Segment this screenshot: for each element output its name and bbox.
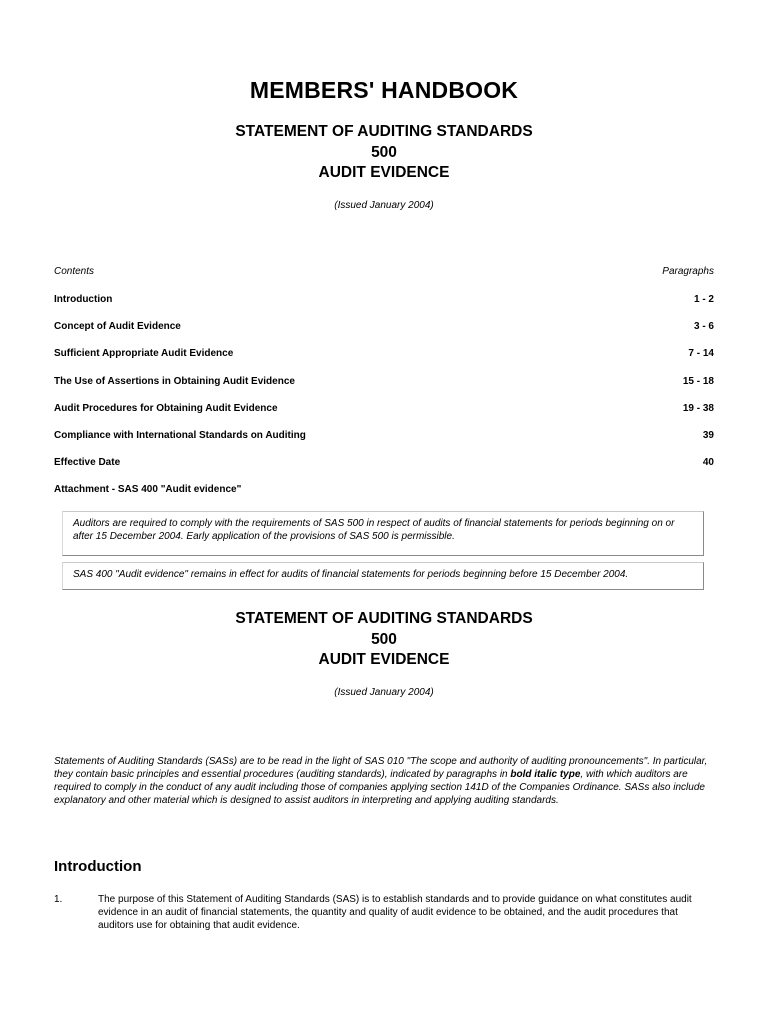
statement-title: STATEMENT OF AUDITING STANDARDS	[235, 610, 533, 627]
preamble-paragraph	[54, 755, 714, 807]
toc-entry-title: Audit Procedures for Obtaining Audit Evidence	[54, 403, 278, 414]
preamble-text-end: , with which auditors are required to comply in the conduct of any audit including those of companies applying section 141D of the Companies Ordinance. SASs also include explanatory and other material which is designed to assist auditors in interpreting and applying auditing standards.	[54, 769, 705, 806]
toc-entry-title: Introduction	[54, 294, 113, 305]
toc-entry-title: Compliance with International Standards on Auditing	[54, 430, 306, 441]
toc-entry-title: Concept of Audit Evidence	[54, 321, 181, 332]
toc-entry-sufficient[interactable]	[54, 348, 714, 362]
toc-entry-paragraphs: 1 - 2	[693, 294, 714, 305]
toc-entry-paragraphs: 7 - 14	[688, 348, 714, 359]
toc-entry-paragraphs: 39	[702, 430, 714, 441]
toc-entry-concept[interactable]	[54, 321, 714, 335]
statement-number: 500	[371, 630, 397, 648]
paragraph-text: The purpose of this Statement of Auditing Standards (SAS) is to establish standards and to provide guidance on what constitutes audit evidence in an audit of financial statements, the quantity and quality of audit evidence to be obtained, and the audit procedures that auditors use for obtaining that audit evidence.	[98, 894, 692, 931]
sas-400-note: SAS 400 "Audit evidence" remains in effect for audits of financial statements for periods beginning before 15 December 2004.	[62, 562, 704, 590]
toc-entry-effective-date[interactable]	[54, 457, 714, 471]
issued-date-bottom: (Issued January 2004)	[334, 687, 434, 698]
statement-title-block-bottom	[0, 609, 768, 671]
statement-subject: AUDIT EVIDENCE	[318, 164, 450, 181]
handbook-title: MEMBERS' HANDBOOK	[249, 77, 519, 103]
toc-entry-procedures[interactable]	[54, 403, 714, 417]
toc-entry-title: Sufficient Appropriate Audit Evidence	[54, 348, 234, 359]
paragraphs-label: Paragraphs	[662, 266, 714, 277]
paragraph-number: 1.	[54, 894, 63, 905]
toc-entry-paragraphs: 3 - 6	[693, 321, 714, 332]
toc-entry-paragraphs: 15 - 18	[682, 376, 714, 387]
toc-entry-title: Attachment - SAS 400 "Audit evidence"	[54, 484, 242, 495]
preamble-text-start: Statements of Auditing Standards (SASs) are to be read in the light of SAS 010 "The scope and authority of auditing pronouncements". In particular, they contain basic principles and essential procedures (auditing standards), indicated by paragraphs in	[54, 756, 708, 780]
statement-title: STATEMENT OF AUDITING STANDARDS	[235, 123, 533, 140]
introduction-heading: Introduction	[54, 858, 142, 875]
statement-title-block-top	[0, 122, 768, 184]
toc-entry-attachment[interactable]	[54, 484, 714, 498]
preamble-bold-text: bold italic type	[510, 769, 581, 780]
contents-label: Contents	[54, 266, 95, 277]
toc-entry-introduction[interactable]	[54, 294, 714, 308]
toc-entry-paragraphs: 40	[702, 457, 714, 468]
toc-header	[54, 266, 714, 280]
statement-subject: AUDIT EVIDENCE	[318, 651, 450, 668]
statement-number: 500	[371, 143, 397, 161]
toc-entry-paragraphs: 19 - 38	[682, 403, 714, 414]
issued-date-top: (Issued January 2004)	[334, 200, 434, 211]
toc-entry-title: Effective Date	[54, 457, 121, 468]
effective-date-note: Auditors are required to comply with the requirements of SAS 500 in respect of audits of financial statements for periods beginning on or after 15 December 2004. Early application of the provisions of SAS 500 is permissible.	[62, 511, 704, 556]
toc-entry-title: The Use of Assertions in Obtaining Audit Evidence	[54, 376, 295, 387]
toc-entry-assertions[interactable]	[54, 376, 714, 390]
toc-entry-compliance[interactable]	[54, 430, 714, 444]
